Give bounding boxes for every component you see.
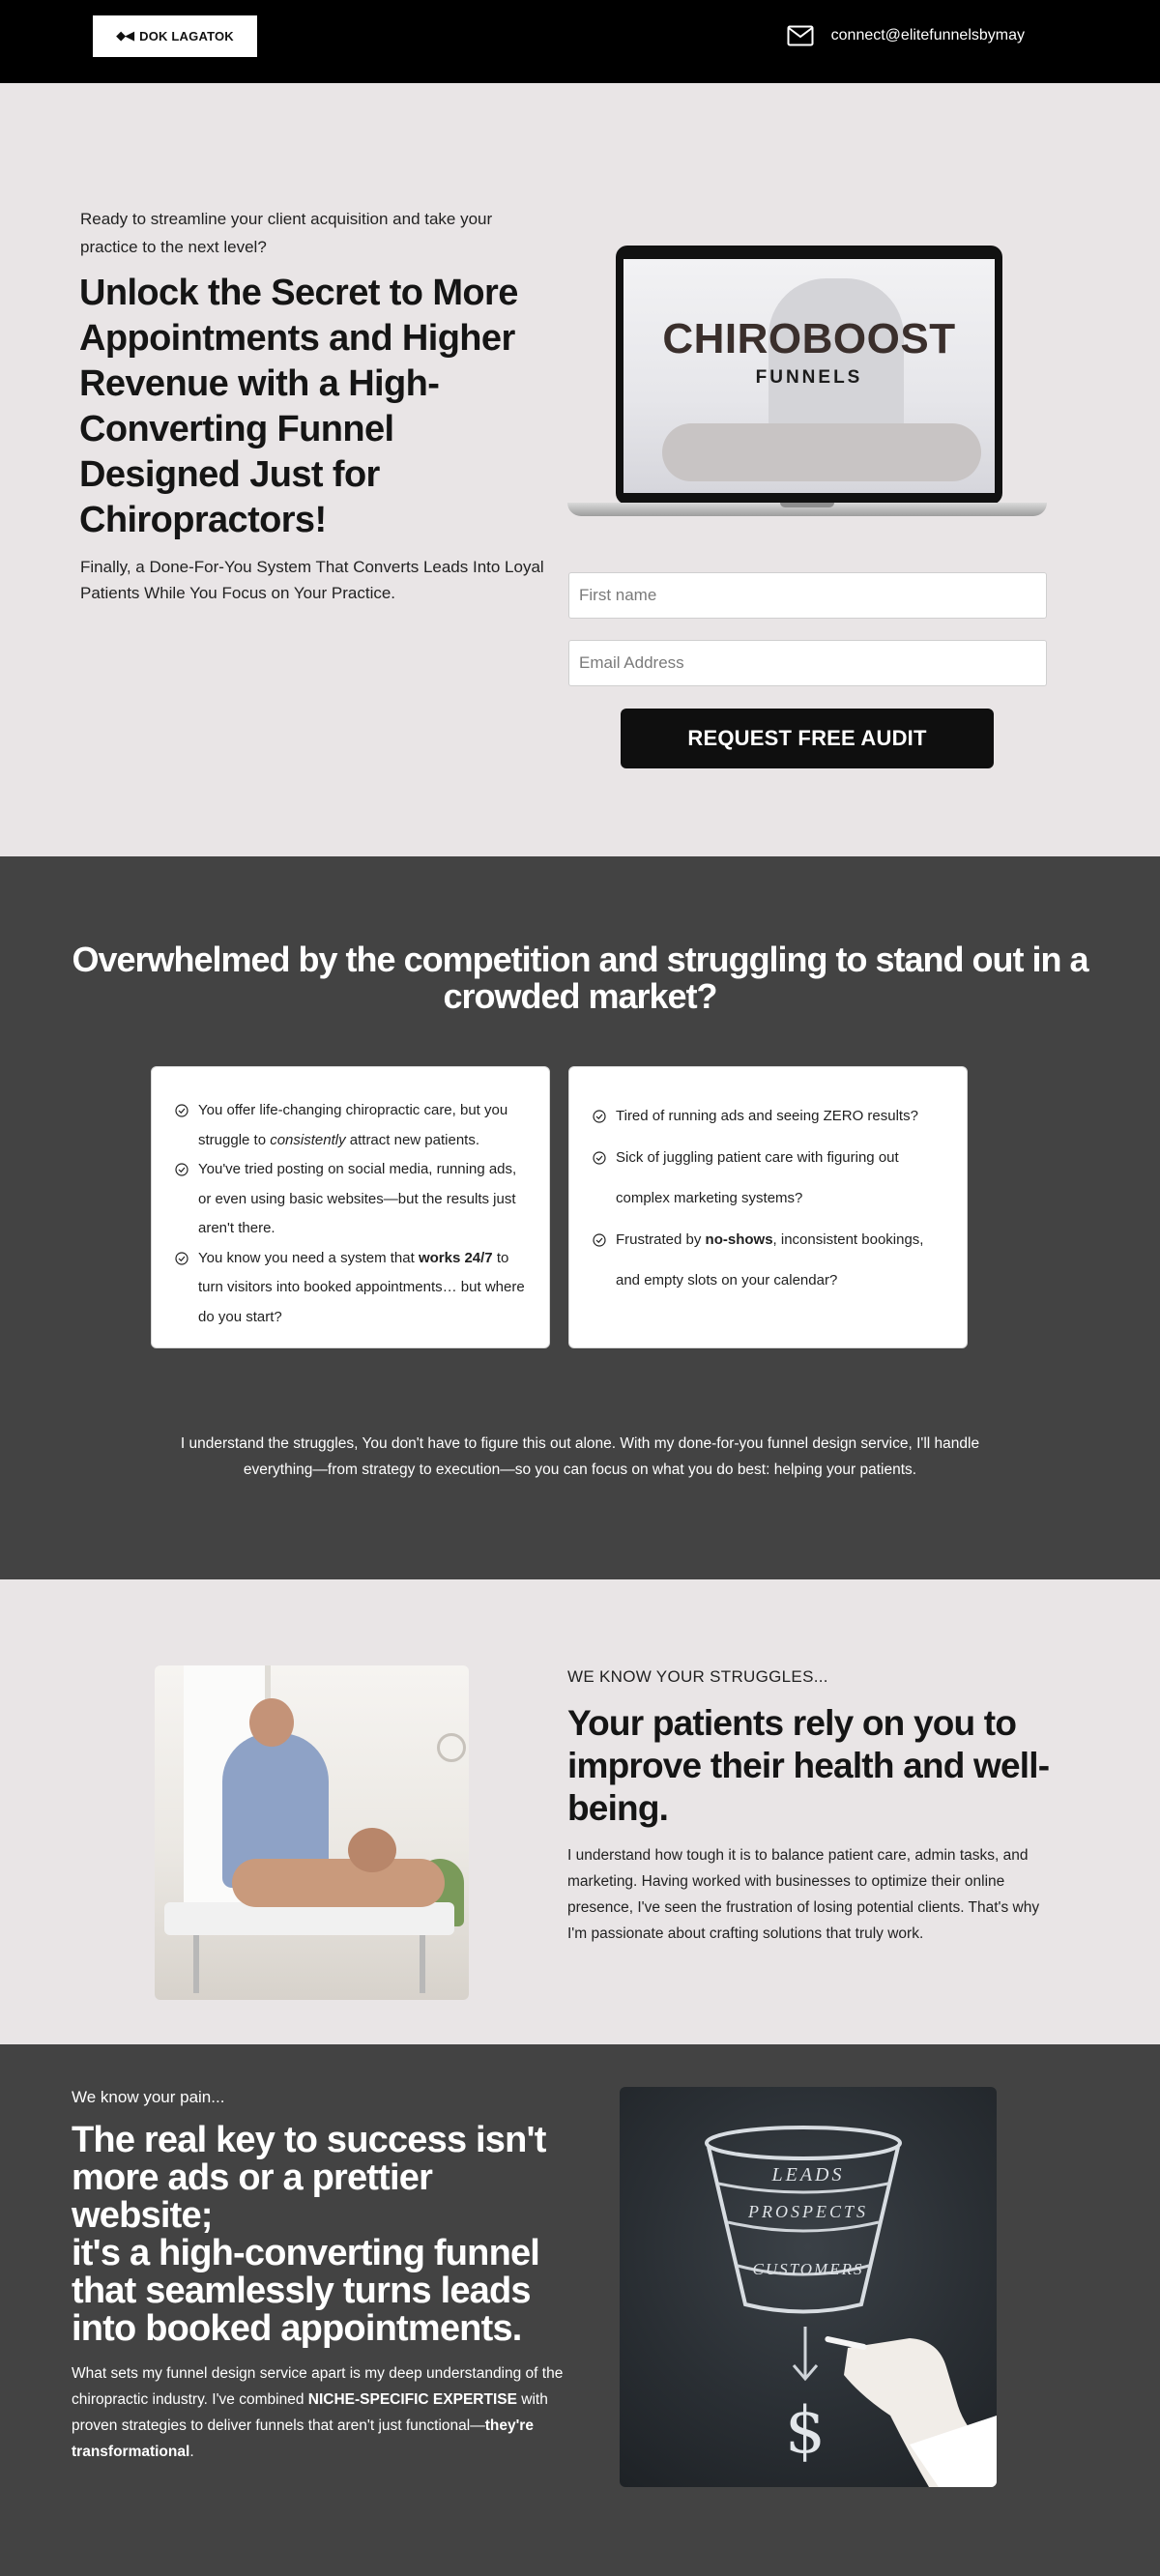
list-item [593,1138,950,1220]
patients-kicker: WE KNOW YOUR STRUGGLES... [567,1667,828,1686]
request-free-audit-button[interactable]: REQUEST FREE AUDIT [621,709,994,768]
struggles-list-left [175,1096,533,1332]
list-item-text: Sick of juggling patient care with figuring out complex marketing systems? [616,1148,899,1206]
check-circle-icon [175,1155,188,1196]
funnel-section [0,2044,1160,2576]
dollar-sign-icon: $ [785,2393,826,2468]
patients-heading: Your patients rely on you to improve their health and well-being. [567,1703,1050,1828]
contact-email-link[interactable] [787,25,1025,46]
check-circle-icon [175,1096,188,1137]
struggles-closing: I understand the struggles, You don't have to figure this out alone. With my done-for-you funnel design service, I'll handle everything—from strategy to execution—so you can focus on what you do best: helping your patients. [180,1435,980,1478]
first-name-input[interactable] [568,572,1047,619]
list-item [175,1096,533,1155]
struggles-section [0,856,1160,1579]
site-header [0,0,1160,83]
list-item [175,1244,533,1333]
funnel-body-strong: they're transformational [72,2417,534,2460]
list-item-text: attract new patients. [345,1131,479,1148]
patients-body: I understand how tough it is to balance patient care, admin tasks, and marketing. Having worked with businesses to optimize their online presence, I've seen the frustration of losing potential clients. That's why I'm passionate about crafting solutions that truly work. [567,1847,1040,1942]
list-item [593,1096,950,1138]
funnel-body-text: What sets my funnel design service apart is my deep understanding of the chiropractic industry. I've combined [72,2365,564,2408]
list-item-text: You know you need a system that [198,1249,419,1266]
hero-headline: Unlock the Secret to More Appointments and Higher Revenue with a High-Converting Funnel Designed Just for Chiropractors! [79,273,518,540]
laptop-brand: CHIROBOOST [662,315,956,362]
list-item-text: to turn visitors into booked appointments… but where do you start? [198,1249,525,1325]
check-circle-icon [593,1138,606,1196]
struggles-list-right [593,1096,950,1302]
logo-mark-icon: ◆◀ [116,29,134,43]
laptop-screen-frame [616,246,1002,505]
logo[interactable] [93,15,257,57]
list-item-text: Frustrated by [616,1230,706,1248]
list-item-text: Tired of running ads and seeing ZERO results? [616,1108,918,1124]
list-item-strong: no-shows [705,1230,773,1248]
check-circle-icon [175,1244,188,1285]
patients-section [0,1579,1160,2044]
list-item-text: , inconsistent bookings, and empty slots on your calendar? [616,1230,924,1288]
hero-section [0,83,1160,856]
contact-email: connect@elitefunnelsbymay [830,27,1025,43]
funnel-label-leads: LEADS [771,2164,845,2185]
struggles-card-right [568,1066,968,1348]
laptop-subbrand: FUNNELS [755,367,863,388]
funnel-label-customers: CUSTOMERS [752,2260,864,2278]
email-input[interactable] [568,640,1047,686]
struggles-heading: Overwhelmed by the competition and struggling to stand out in a crowded market? [72,940,1088,1016]
struggles-card-left [151,1066,550,1348]
list-item [175,1155,533,1244]
funnel-body-text: . [189,2444,194,2460]
photo-massage-table [164,1902,454,1935]
photo-patient [232,1859,445,1907]
logo-text: DOK LAGATOK [139,29,234,43]
funnel-body [72,2360,565,2465]
laptop-screen [624,259,995,493]
chalkboard-funnel-image [620,2087,997,2487]
list-item-text: You offer life-changing chiropractic care, but you struggle to [198,1102,508,1148]
list-item-text: You've tried posting on social media, running ads, or even using basic websites—but the results just aren't there. [198,1161,517,1236]
list-item [593,1220,950,1302]
photo-table-legs [193,1935,425,1993]
mail-icon [787,25,814,46]
massage-photo [155,1665,469,2000]
hero-subline: Finally, a Done-For-You System That Converts Leads Into Loyal Patients While You Focus on Your Practice. [80,558,544,602]
funnel-heading-line1: The real key to success isn't more ads or a prettier website; [72,2120,546,2236]
hero-lead: Ready to streamline your client acquisition and take your practice to the next level? [80,210,493,256]
chalk-funnel-drawing [620,2087,997,2487]
check-circle-icon [593,1220,606,1278]
screen-patient [662,423,981,481]
list-item-strong: works 24/7 [418,1249,493,1266]
funnel-body-strong: NICHE-SPECIFIC EXPERTISE [307,2391,517,2408]
laptop-notch [780,503,834,507]
funnel-heading-line2: it's a high-converting funnel that seamlessly turns leads into booked appointments. [72,2233,540,2349]
laptop-mockup [567,246,1047,518]
list-item-emphasis: consistently [270,1131,346,1148]
funnel-body-text: with proven strategies to deliver funnels that aren't just functional— [72,2391,548,2434]
funnel-kicker: We know your pain... [72,2088,225,2106]
wall-clock-icon [437,1733,466,1762]
funnel-label-prospects: PROSPECTS [748,2202,868,2221]
photo-therapist-head [249,1698,294,1747]
photo-patient-head [348,1828,396,1872]
funnel-heading [72,2122,574,2348]
